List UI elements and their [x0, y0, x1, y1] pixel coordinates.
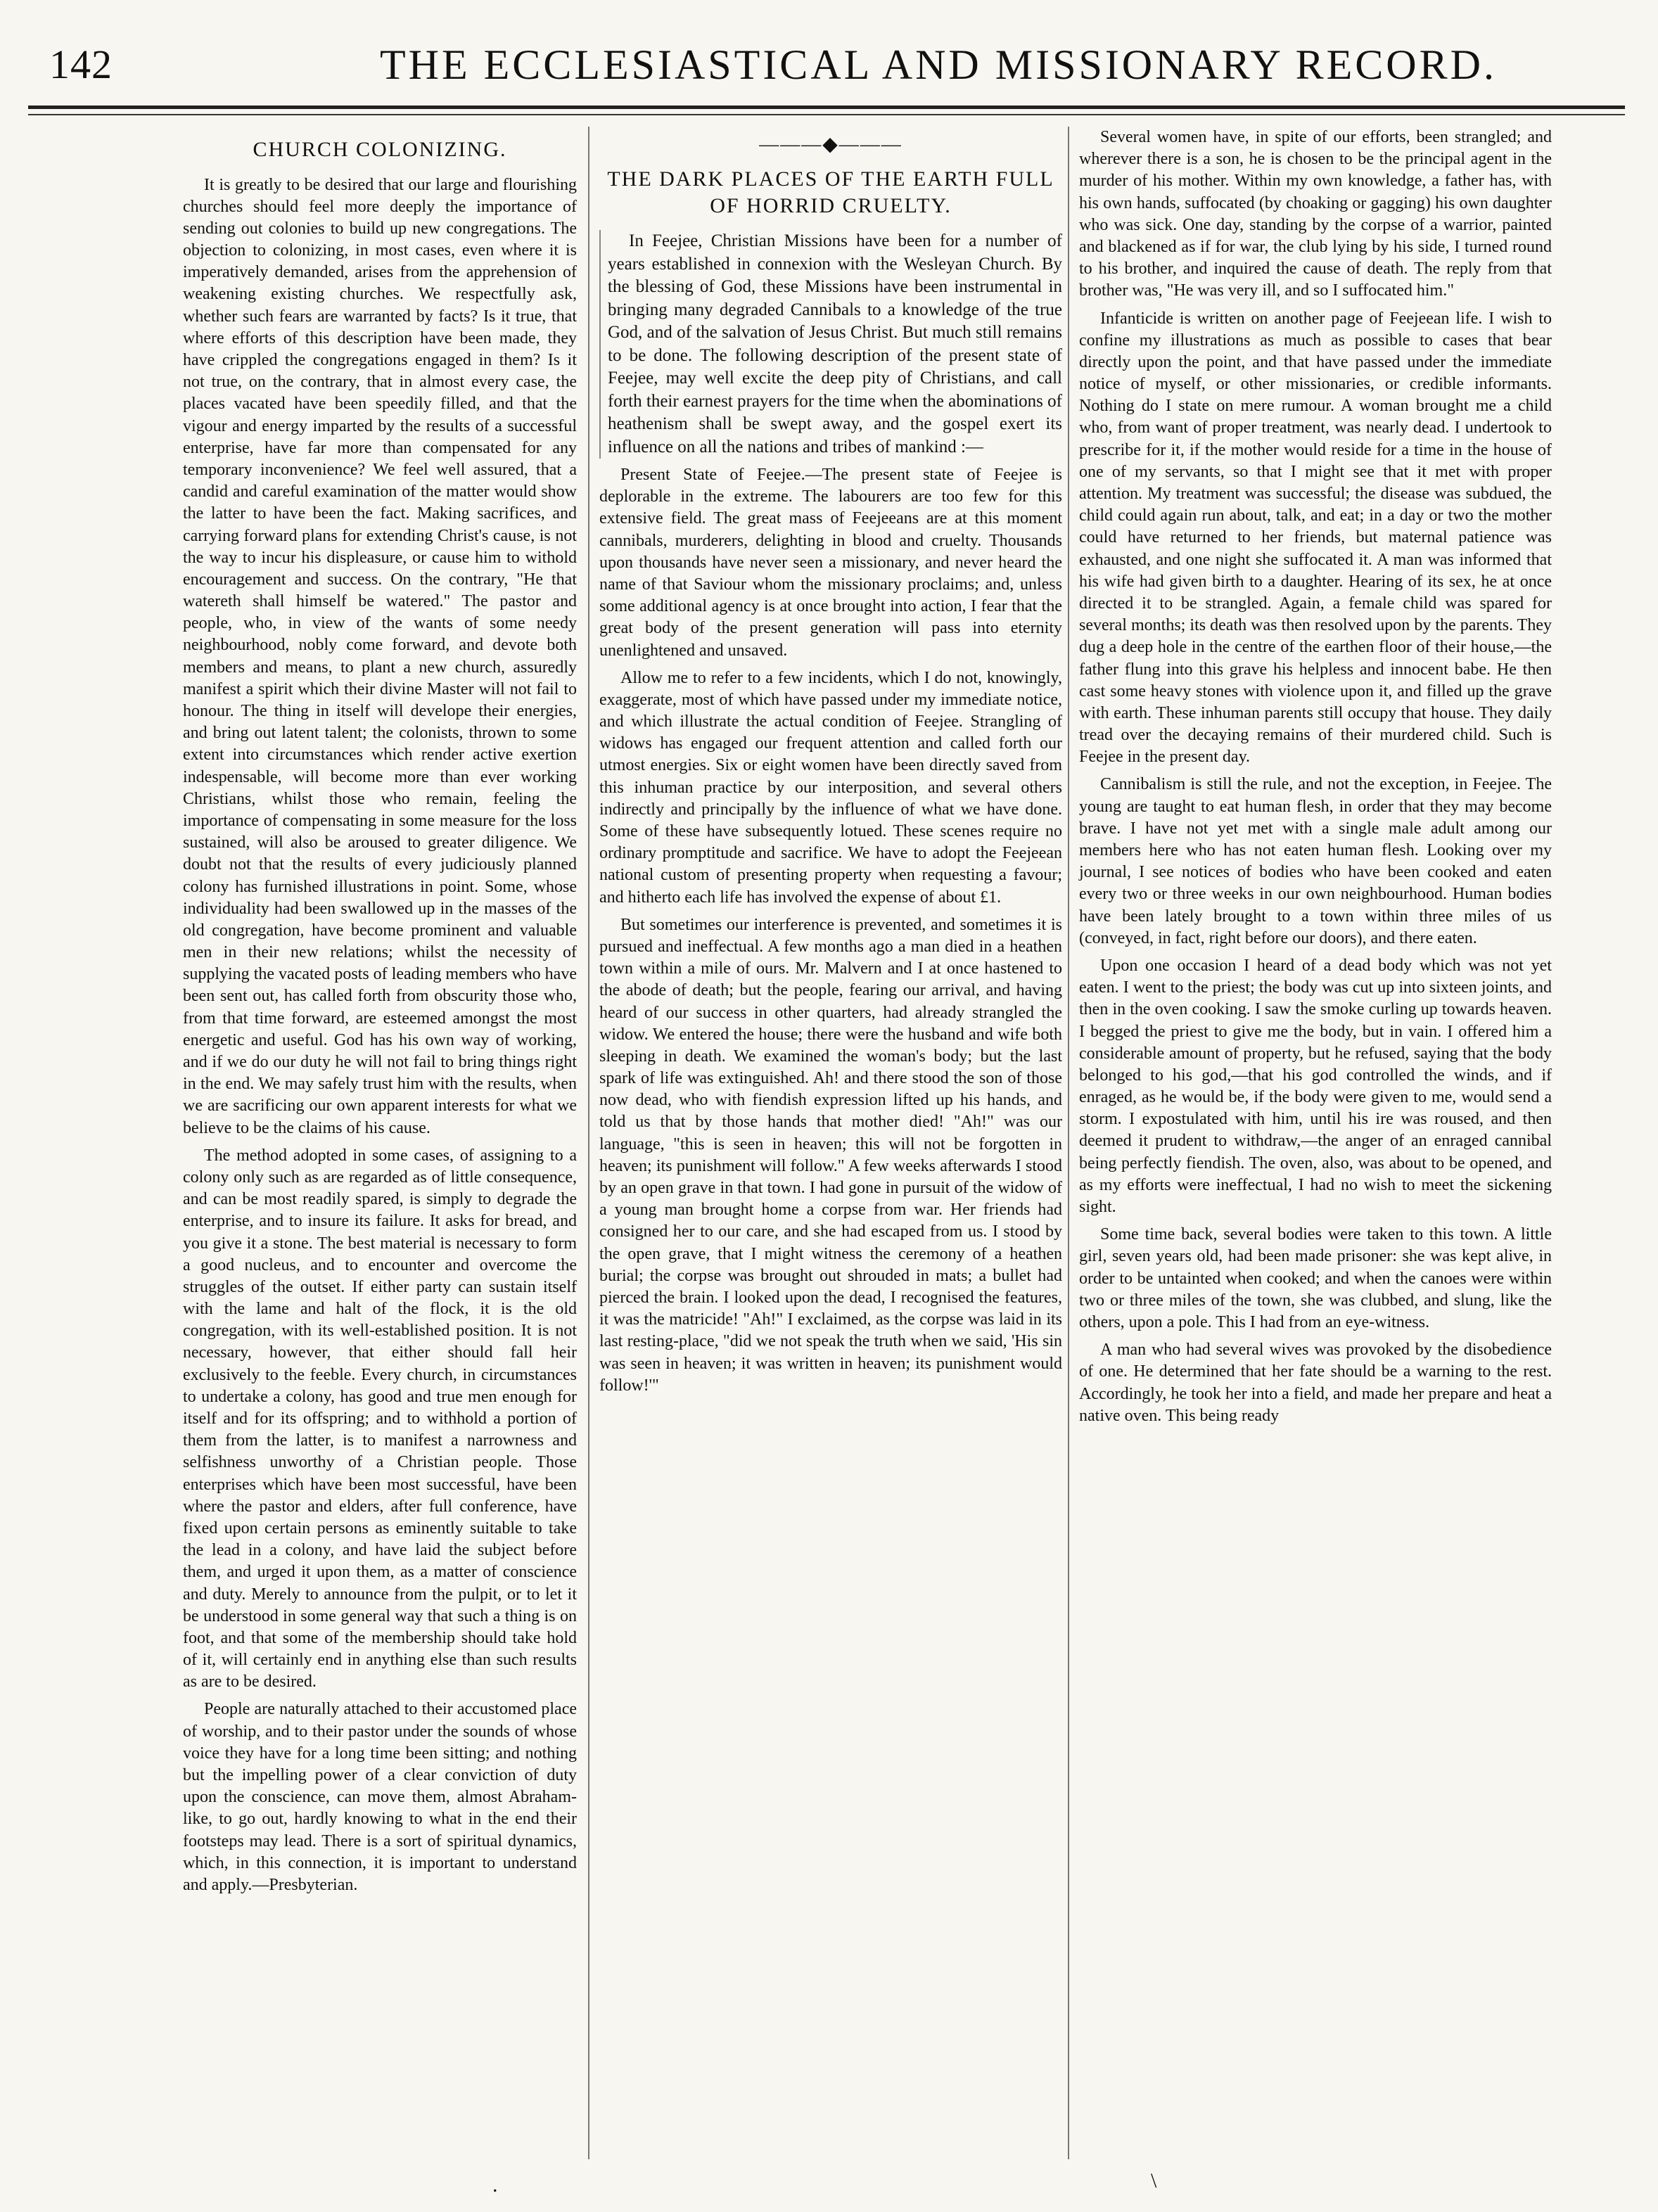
running-title: THE ECCLESIASTICAL AND MISSIONARY RECORD. — [380, 41, 1497, 88]
article-intro: In Feejee, Christian Missions have been for a number of years established in connexion with the Wesleyan Church. By the blessing of God, these Missions have been instrumental in bringing many degraded Cannibals to a knowledge of the true God, and of the salvation of Jesus Christ. But much still remains to be done. The following description of the present state of Feejee, may well excite the deep pity of Christians, and call forth their earnest prayers for the time when the abominations of heathenism shall be swept away, and the gospel exert its influence on all the nations and tribes of mankind :— — [599, 230, 1062, 459]
article-title-church-colonizing: CHURCH COLONIZING. — [253, 138, 507, 161]
column-separator — [588, 127, 589, 2159]
column-left — [183, 127, 577, 1902]
article-paragraph: Present State of Feejee.—The present state of Feejee is deplorable in the extreme. The labourers are too few for this extensive field. The great mass of Feejeeans are at this moment cannibals, murderers, delighting in blood and cruelty. Thousands upon thousands have never seen a missionary, and never heard the name of that Saviour whom the missionary proclaims; and, unless some additional agency is at once brought into action, I fear that the great body of the present generation will pass into eternity unenlightened and unsaved. — [599, 466, 1062, 660]
header-rule-thick — [28, 106, 1625, 109]
article-title-dark-places: THE DARK PLACES OF THE EARTH FULL OF HORRID CRUELTY. — [607, 167, 1054, 217]
page-number: 142 — [49, 41, 113, 87]
header-rule-thin — [28, 114, 1625, 115]
article-paragraph: Allow me to refer to a few incidents, which I do not, knowingly, exaggerate, most of which have passed under my immediate notice, and which illustrate the actual condition of Feejee. Strangling of widows has engaged our frequent attention and called forth our utmost energies. Six or eight women have been directly saved from this inhuman practice by our interposition, and several others indirectly and principally by the influence of what we have done. Some of these have subsequently lotued. These scenes require no ordinary promptitude and sacrifice. We have to adopt the Feejeean national custom of presenting property when requesting a favour; and hitherto each life has involved the expense of about £1. — [599, 668, 1062, 907]
column-middle — [599, 127, 1062, 1402]
section-ornament: ———◆——— — [759, 134, 903, 155]
article-paragraph: But sometimes our interference is prevented, and sometimes it is pursued and ineffectual. A few months ago a man died in a heathen town within a mile of ours. Mr. Malvern and I at once hastened to the abode of death; but the people, fearing our arrival, and having heard of our success in other quarters, had already strangled the widow. We entered the house; there were the husband and wife both sleeping in death. We examined the woman's body; but the last spark of life was extinguished. Ah! and there stood the son of those now dead, who with fiendish expression lifted up his hands, and told us that by those hands that mother died! "Ah!" was our language, "this is seen in heaven; this will not be forgotten in heaven; its punishment will follow." A few weeks afterwards I stood by an open grave in that town. I had gone in pursuit of the widow of a young man brought home a corpse from war. Her friends had consigned her to our care, and she had escaped from us. I stood by the open grave, that I might witness the ceremony of a heathen burial; the corpse was brought out shrouded in mats; a bullet had pierced the brain. I looked upon the dead, I recognised the features, it was the matricide! "Ah!" I exclaimed, as the corpse was laid in its last resting-place, "did we not speak the truth when we said, 'His sin was seen in heaven; it was written in heaven; its punishment would follow!'" — [599, 915, 1062, 1395]
article-paragraph: A man who had several wives was provoked by the disobedience of one. He determined that her fate should be a warning to the rest. Accordingly, he took her into a field, and made her prepare and heat a native oven. This being ready — [1079, 1341, 1552, 1425]
page-header — [28, 41, 1625, 111]
footer-mark: . — [492, 2173, 498, 2197]
footer-mark: \ — [1151, 2169, 1157, 2192]
article-paragraph: People are naturally attached to their accustomed place of worship, and to their pastor under the sounds of whose voice they have for a long time been sitting; and nothing but the impelling power of a clear conviction of duty upon the conscience, can move them, almost Abraham-like, to go out, hardly knowing to what in the end their footsteps may lead. There is a sort of spiritual dynamics, which, in this connection, it is important to understand and apply.—Presbyterian. — [183, 1700, 577, 1894]
article-paragraph: Infanticide is written on another page of Feejeean life. I wish to confine my illustrations as much as possible to cases that bear directly upon the point, and that have passed under the immediate notice of myself, or other missionaries, or credible informants. Nothing do I state on mere rumour. A woman brought me a child who, from want of proper treatment, was nearly dead. I undertook to prescribe for it, if the mother would reside for a time in the house of one of my servants, so that I might see that it met with proper attention. My treatment was successful; the disease was subdued, the child could again run about, talk, and eat; in a day or two the mother could have returned to her friends, but maternal patience was exhausted, and one night she suffocated it. A man was informed that his wife had given birth to a daughter. Hearing of its sex, he at once directed it to be strangled. Again, a female child was spared for several months; its death was then resolved upon by the parents. They dug a deep hole in the centre of the earthen floor of their house,—the father flung into this grave his helpless and innocent babe. He then cast some heavy stones with violence upon it, and filled up the grave with earth. These inhuman parents still occupy that house. They daily tread over the decaying remains of their murdered child. Such is Feejee in the present day. — [1079, 309, 1552, 767]
article-paragraph: It is greatly to be desired that our large and flourishing churches should feel more deeply the importance of sending out colonies to build up new congregations. The objection to colonizing, in most cases, even where it is imperatively demanded, arises from the apprehension of weakening existing churches. We respectfully ask, whether such fears are warranted by facts? Is it true, that where efforts of this description have been made, they have crippled the congregations engaged in them? Is it not true, on the contrary, that in almost every case, the places vacated have been speedily filled, and that the vigour and energy imparted by the results of a successful enterprise, have far more than compensated for any temporary inconvenience? We feel well assured, that a candid and careful examination of the matter would show the latter to have been the fact. Making sacrifices, and carrying forward plans for extending Christ's cause, is not the way to incur his displeasure, or cause him to withold encouragement and success. On the contrary, "He that watereth shall himself be watered." The pastor and people, who, in view of the wants of some needy neighbourhood, nobly come forward, and devote both members and means, to plant a new church, assuredly manifest a spirit which their divine Master will not fail to honour. The thing in itself will develope their energies, and bring out latent talent; the colonists, thrown to some extent into circumstances which render active exertion indespensable, will become more than ever working Christians, whilst those who remain, feeling the importance of compensating in some measure for the loss sustained, will also be aroused to greater diligence. We doubt not that the results of every judiciously planned colony has furnished illustrations in point. Some, whose individuality had been swallowed up in the masses of the old congregation, have become prominent and valuable men in their new relations; whilst the necessity of supplying the vacated posts of leading members who have been sent out, has called forth from obscurity those who, from that time forward, are esteemed amongst the most energetic and useful. God has his own way of working, and if we do our duty he will not fail to bring things right in the end. We may safely trust him with the results, when we are sacrificing our own apparent interests for what we believe to be the claims of his cause. — [183, 175, 577, 1137]
article-paragraph: Upon one occasion I heard of a dead body which was not yet eaten. I went to the priest; the body was cut up into sixteen joints, and then in the oven cooking. I saw the smoke curling up towards heaven. I begged the priest to give me the body, but in vain. I offered him a considerable amount of property, but he refused, saying that the body belonged to his god,—that his god controlled the winds, and if enraged, as he would be, if the body were given to me, would send a storm. I expostulated with him, until his ire was roused, and then deemed it prudent to withdraw,—the anger of an enraged cannibal being perfectly fiendish. The oven, also, was about to be opened, and as my efforts were ineffectual, I had no wish to meet the sickening sight. — [1079, 956, 1552, 1216]
column-separator — [1068, 127, 1069, 2159]
article-paragraph: Some time back, several bodies were taken to this town. A little girl, seven years old, had been made prisoner: she was kept alive, in order to be untainted when cooked; and when the canoes were within two or three miles of the town, she was clubbed, and slung, like the others, upon a pole. This I had from an eye-witness. — [1079, 1225, 1552, 1331]
article-paragraph: Several women have, in spite of our efforts, been strangled; and wherever there is a son, he is chosen to be the principal agent in the murder of his mother. Within my own knowledge, a father has, with his own hands, suffocated (by choaking or gagging) his own daughter who was sick. One day, standing by the corpse of a warrior, painted and blackened as if for war, the club lying by his side, I turned round to his brother, and inquired the cause of death. The reply from that brother was, "He was very ill, and so I suffocated him." — [1079, 128, 1552, 300]
article-paragraph: The method adopted in some cases, of assigning to a colony only such as are regarded as of little consequence, and can be most readily spared, is simply to degrade the enterprise, and to insure its failure. It asks for bread, and you give it a stone. The best material is necessary to form a good nucleus, and to encounter and overcome the struggles of the outset. If either party can sustain itself with the lame and halt of the flock, it is the old congregation, with its well-established position. It is not necessary, however, that either should fall heir exclusively to the feeble. Every church, in circumstances to undertake a colony, has good and true men enough for itself and for its offspring; and to withhold a portion of them from the latter, is to manifest a narrowness and selfishness unworthy of a Christian people. Those enterprises which have been most successful, have been where the pastor and elders, after full conference, have fixed upon certain persons as eminently suitable to take the lead in a colony, and have laid the subject before them, and urged it upon them, as a matter of conscience and duty. Merely to announce from the pulpit, or to let it be understood in some general way that such a thing is on foot, and that some of the membership should take hold of it, will certainly end in anything else than such results as are to be desired. — [183, 1146, 577, 1692]
column-right — [1079, 127, 1552, 1433]
article-paragraph: Cannibalism is still the rule, and not the exception, in Feejee. The young are taught to eat human flesh, in order that they may become brave. I have not yet met with a single male adult among our members here who has not eaten human flesh. Looking over my journal, I see notices of bodies who have been cooked and eaten every two or three weeks in our own neighbourhood. Human bodies have been lately brought to a town within three miles of us (conveyed, in fact, right before our doors), and there eaten. — [1079, 775, 1552, 947]
